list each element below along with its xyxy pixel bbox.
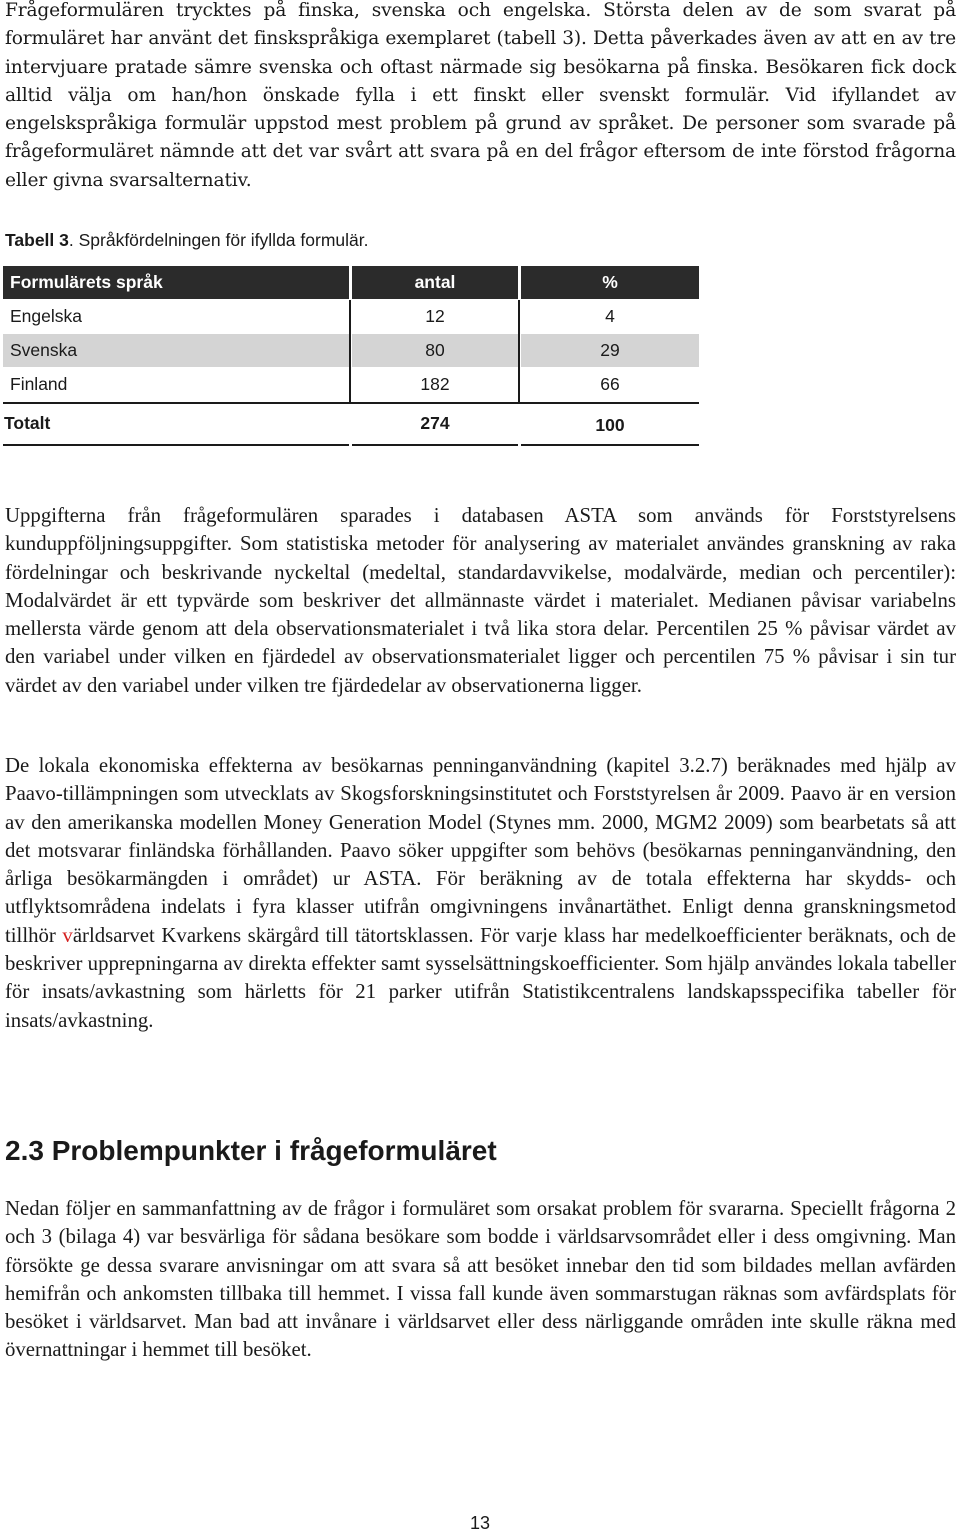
- table-caption: [5, 230, 368, 251]
- table-row: [3, 334, 699, 367]
- economic-text-start: De lokala ekonomiska effekterna av besökarnas penninganvändning (kapitel 3.2.7) beräknades med hjälp av Paavo-tillämpningen som utvecklats av Skogsforskningsinstitutet och Forststyrelsen år 2009. Paavo är en version av den amerikanska modellen Money Generation Model (Stynes mm. 2000, MGM2 2009) som bearbetats så att det motsvarar finländska förhållanden. Paavo söker uppgifter som behövs (besökarnas penninganvändning, den årliga besökarmängden i området) ur ASTA. För beräkning av de totala effekterna har skydds- och utflyktsområdena indelats i fyra klasser utifrån omgivningens invånartäthet. Enligt denna granskningsmetod tillhör: [5, 754, 956, 947]
- cell-percent: 4: [605, 306, 615, 326]
- header-language: Formulärets språk: [3, 266, 349, 299]
- cell-language: Svenska: [3, 334, 349, 367]
- total-label: Totalt: [4, 413, 51, 433]
- table-row: [3, 368, 699, 401]
- header-count: antal: [352, 266, 518, 299]
- table-divider: [349, 300, 351, 402]
- table-divider: [518, 300, 520, 402]
- cell-percent: 29: [521, 334, 699, 367]
- economic-paragraph: [5, 752, 956, 1035]
- table-caption-label: Tabell 3: [5, 230, 69, 250]
- problems-paragraph: Nedan följer en sammanfattning av de frågor i formuläret som orsakat problem för svararna. Speciellt frågorna 2 och 3 (bilaga 4) var besvärliga för sådana besökare som bodde i världsarvsområdet eller i dess omgivning. Man försökte ge dessa svarare anvisningar om att svara så att besöket innebar den tid som bildades mellan avfärden hemifrån och ankomsten tillbaka till hemmet. I vissa fall kunde även sommarstugan räknas som avfärdsplats för besöket i världsarvet. Man bad att invånare i världsarvet eller dess närliggande områden inte skulle räkna med övernattningar i hemmet till besöket.: [5, 1197, 956, 1362]
- cell-count: 80: [352, 334, 518, 367]
- cell-count: 182: [420, 374, 450, 394]
- cell-count: 12: [425, 306, 445, 326]
- table-total-row: [3, 407, 699, 440]
- cell-language: Finland: [10, 374, 68, 394]
- cell-language: Engelska: [10, 306, 82, 326]
- table-rule: [521, 444, 699, 446]
- section-heading: 2.3 Problempunkter i frågeformuläret: [5, 1135, 497, 1166]
- total-percent: 100: [595, 415, 625, 435]
- table-rule: [352, 444, 518, 446]
- table-caption-text: . Språkfördelningen för ifyllda formulär.: [68, 230, 369, 250]
- table-rule: [3, 444, 349, 446]
- table-header-row: [3, 266, 699, 299]
- intro-paragraph: Frågeformulären trycktes på finska, svenska och engelska. Största delen av de som svarat på formuläret har använt det finskspråkiga exemplaret (tabell 3). Detta påverkades även av att en av tre intervjuare pratade sämre svenska och oftast närmade sig besökarna på finska. Besökaren fick dock alltid välja om han/hon önskade fylla i ett finskt eller svenskt formulär. Vid ifyllandet av engelskspråkiga formulär uppstod mest problem på grund av språket. De personer som svarade på frågeformuläret nämnde att det var svårt att svara på en del frågor eftersom de inte förstod frågorna eller givna svarsalternativ.: [5, 0, 956, 191]
- table-row: [3, 300, 699, 333]
- table-rule: [3, 402, 699, 404]
- total-count: 274: [420, 413, 450, 433]
- page-number: 13: [469, 1513, 491, 1533]
- economic-text-end: ärldsarvet Kvarkens skärgård till tätortsklassen. För varje klass har medelkoefficienter beräknats, och de beskriver upprepningarna av direkta effekter samt sysselsättningskoefficienter. Som hjälp användes lokala tabeller för insats/avkastning som härletts för 21 parker utifrån Statistikcentralens landskapsspecifika tabeller för insats/avkastning.: [5, 923, 956, 1032]
- highlight-letter: v: [62, 923, 73, 947]
- methods-paragraph: Uppgifterna från frågeformulären sparades i databasen ASTA som används för Forststyrelsens kunduppföljningsuppgifter. Som statistiska metoder för analysering av materialet användes granskning av raka fördelningar och beskrivande nyckeltal (medeltal, standardavvikelse, modalvärde, median och percentiler): Modalvärdet är ett typvärde som beskriver det allmännaste värdet i materialet. Medianen påvisar variabelns mellersta värde genom att dela observationsmaterialet i två lika stora delar. Percentilen 25 % påvisar värdet av den variabel under vilken en fjärdedel av observationsmaterialet ligger och percentilen 75 % påvisar i sin tur värdet av den variabel under vilken tre fjärdedelar av observationerna ligger.: [5, 504, 956, 697]
- header-percent: %: [521, 266, 699, 299]
- cell-percent: 66: [600, 374, 620, 394]
